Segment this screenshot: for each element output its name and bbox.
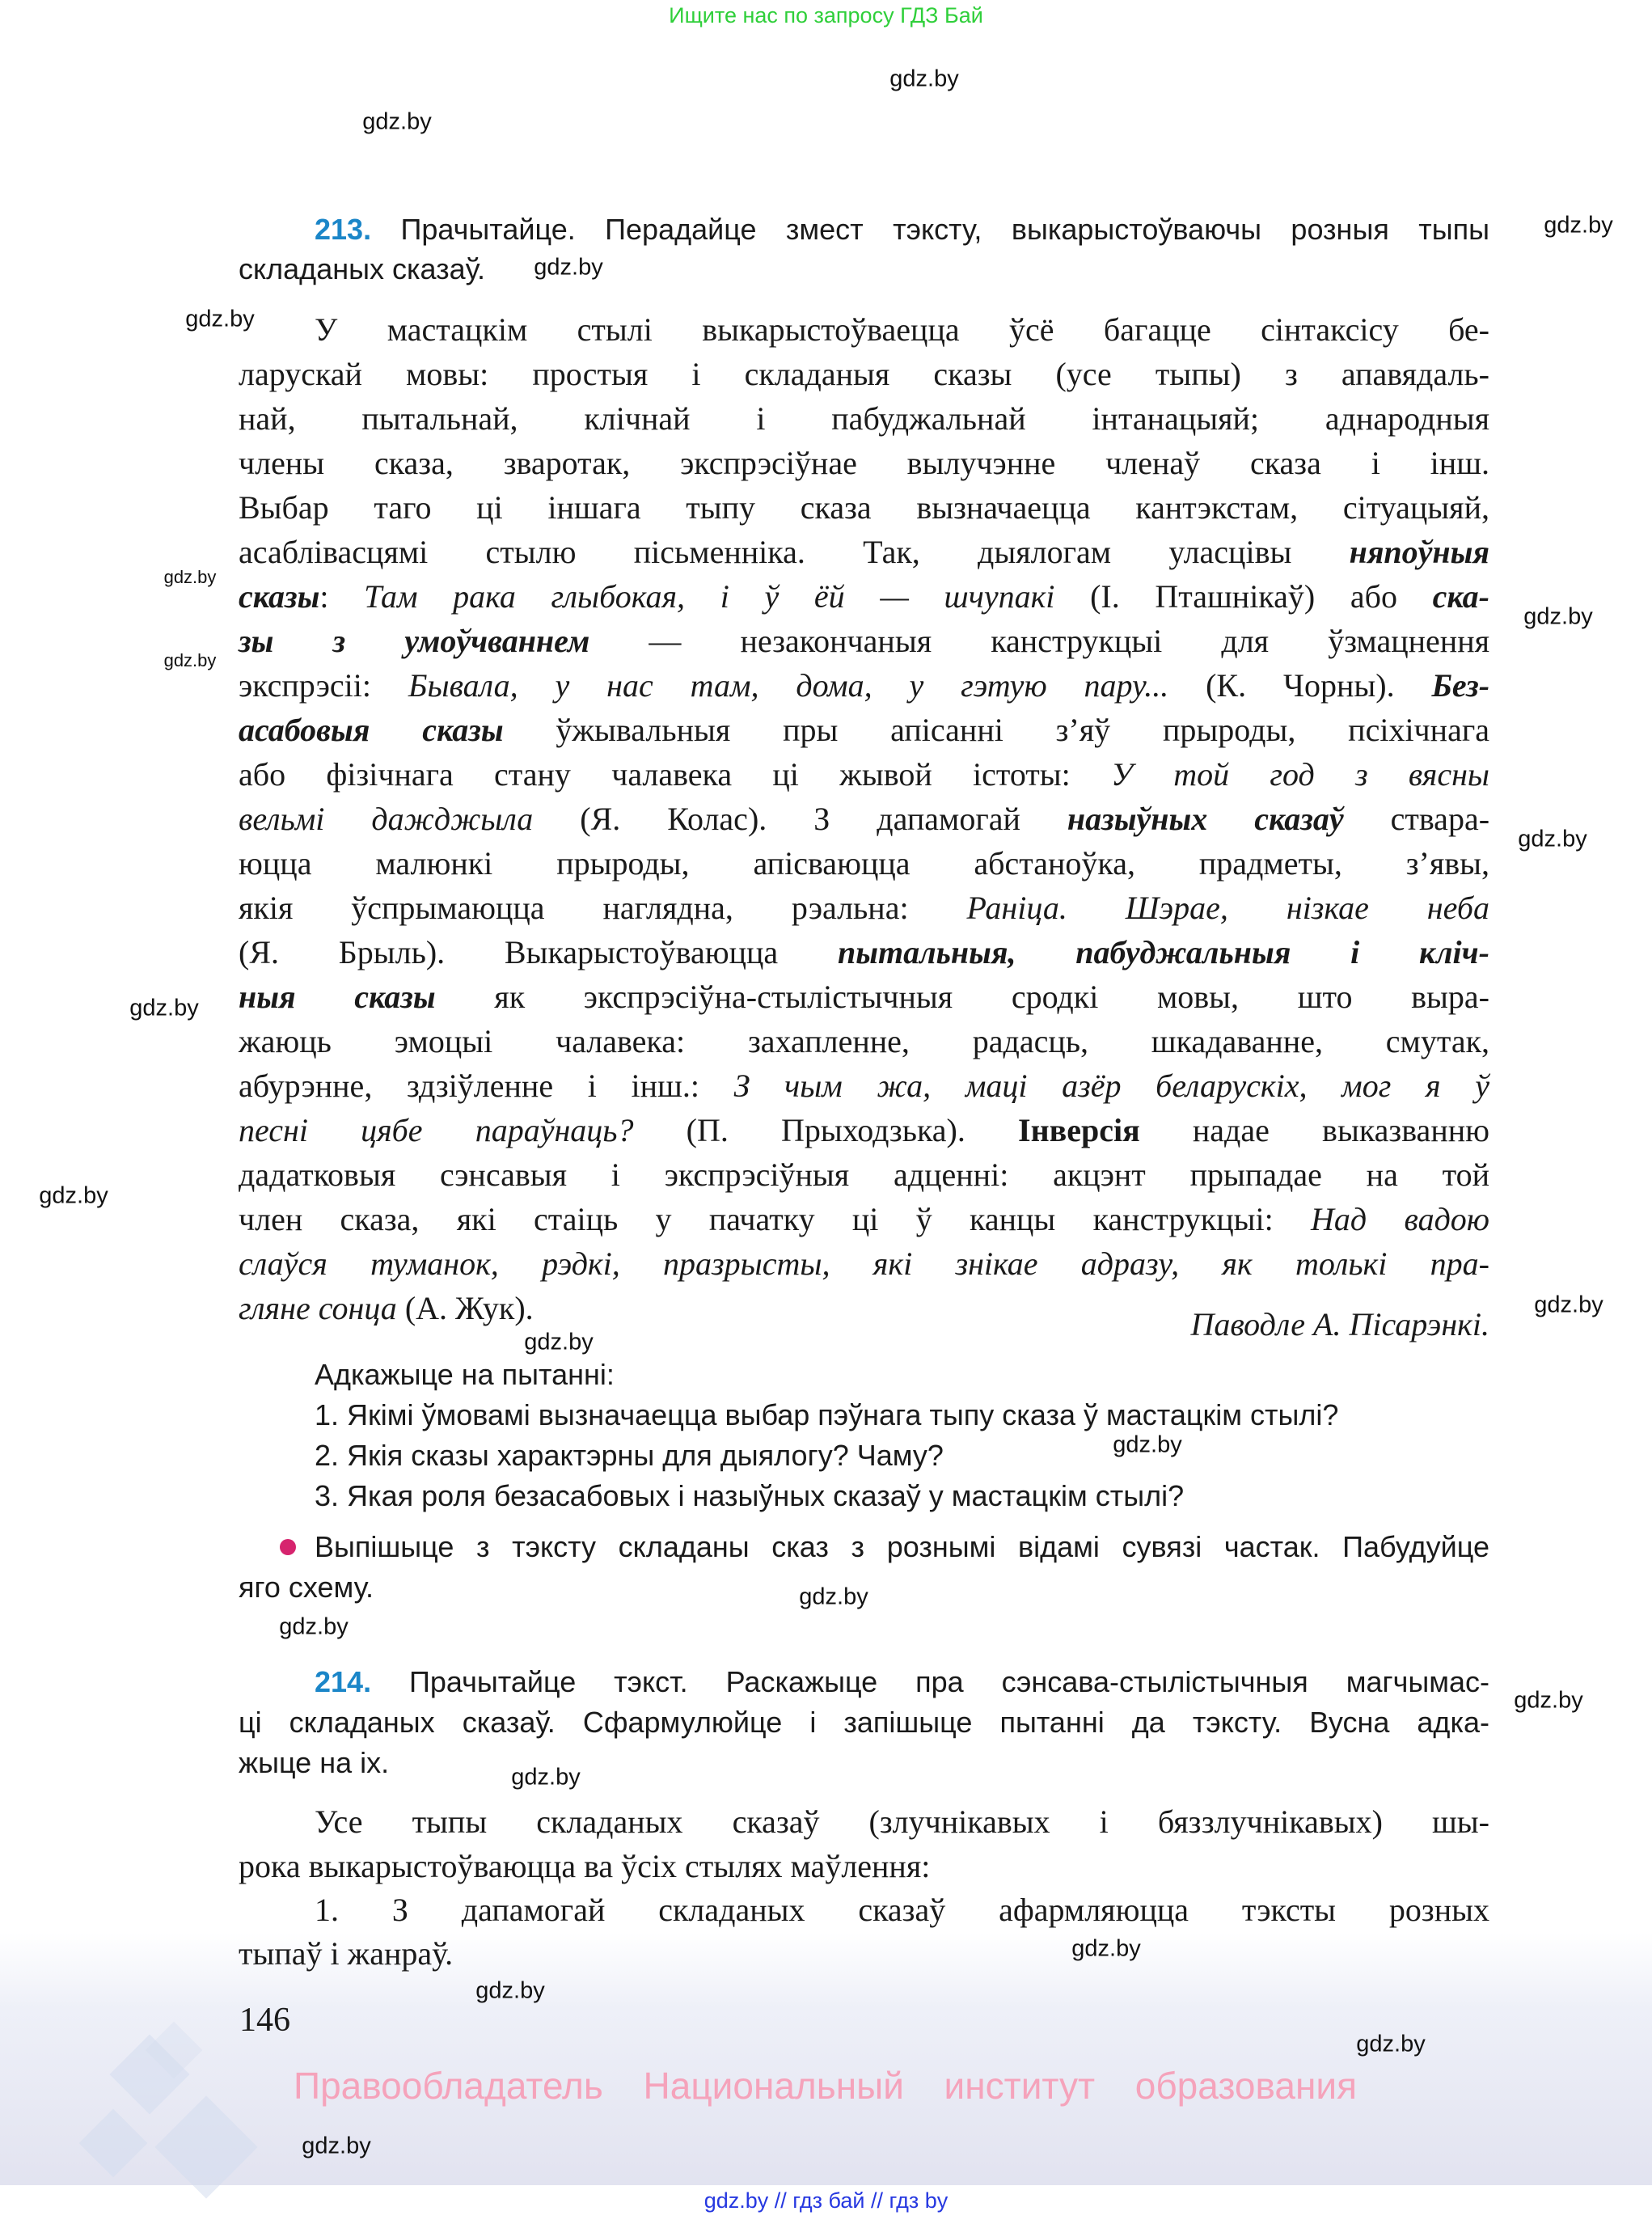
text-segment: песні цябе параўнаць? [239,1112,634,1148]
text-segment: дадатковыя сэнсавыя і экспрэсіўныя адценні: акцэнт прыпадае на той [239,1156,1489,1193]
watermark: gdz.by [129,995,199,1021]
questions-heading: Адкажыце на пытанні: [315,1358,615,1391]
footer-links[interactable]: gdz.by // гдз бай // гдз by [703,2188,949,2213]
text-segment: Над вадою [1311,1201,1490,1237]
text-segment: рока выкарыстоўваюцца ва ўсіх стылях маўлення: [239,1848,931,1884]
bullet-task: Выпішыце з тэксту складаны сказ з рознымі відамі сувязі частак. Пабудуйце [315,1530,1489,1563]
text-segment: 1. З дапамогай складаных сказаў афармляюцца тэксты розных [315,1892,1489,1928]
text-segment: юцца малюнкі прыроды, апісваюцца абстаноўка, прадметы, з’явы, [239,845,1489,882]
text-segment: або фізічнага стану чалавека ці жывой істоты: [239,756,1112,793]
text-segment: тыпаў і жанраў. [239,1935,454,1972]
text-segment: член сказа, які стаіць у пачатку ці ў канцы канструкцыі: [239,1201,1312,1237]
text-line [239,1197,1489,1241]
text-line [239,752,1489,797]
watermark: gdz.by [185,306,255,332]
text-line [239,708,1489,752]
text-segment: (П. Прыходзька). [633,1112,1019,1148]
text-segment: якія ўспрымаюцца наглядна, рэальна: [239,890,967,926]
text-segment: Там рака глыбокая, і ў ёй — шчупакі [364,578,1055,615]
watermark: gdz.by [362,108,432,135]
text-segment: (І. Пташнікаў) або [1054,578,1433,615]
text-segment: асабовыя сказы [239,712,504,748]
text-segment: — незакончаныя канструкцыі для ўзмацнення [589,623,1490,659]
exercise-number: 214. [315,1665,372,1698]
text-line [239,975,1489,1019]
watermark: gdz.by [524,1329,594,1355]
text-line [239,1241,1489,1286]
text-segment: : [319,578,365,615]
text-line [239,797,1489,841]
page-number: 146 [239,2002,290,2039]
text-segment: члены сказа, зваротак, экспрэсіўнае вылучэнне членаў сказа і інш. [239,445,1489,481]
text-segment: Інверсія [1018,1112,1140,1148]
watermark: gdz.by [163,650,217,670]
text-line [239,1063,1489,1108]
text-segment: най, пытальнай, клічнай і пабуджальнай інтанацыяй; аднародныя [239,400,1489,437]
text-segment: (Я. Брыль). Выкарыстоўваюцца [239,934,838,970]
text-segment: назыўных сказаў [1067,801,1344,837]
text-segment: гляне сонца [239,1290,397,1326]
text-segment: абурэнне, здзіўленне і інш.: [239,1068,734,1104]
watermark: gdz.by [1523,603,1593,630]
attribution: Паводле А. Пісарэнкі. [1190,1306,1489,1342]
text-segment: пытальныя, пабуджальныя і кліч- [837,934,1489,970]
text-segment: Раніца. Шэрае, нізкае неба [966,890,1489,926]
text-segment: экспрэсіі: [239,667,408,704]
bullet-task-cont: яго схему. [239,1571,374,1604]
watermark: gdz.by [39,1182,108,1209]
text-segment: ларускай мовы: простыя і складаныя сказы (усе тыпы) з апавядаль- [239,356,1489,392]
watermark: gdz.by [163,567,217,587]
text-segment: У мастацкім стылі выкарыстоўваецца ўсё багацце сінтаксісу бе- [315,311,1489,348]
watermark: gdz.by [279,1613,349,1640]
watermark: gdz.by [534,254,603,281]
text-line [239,619,1489,663]
watermark: gdz.by [799,1583,868,1610]
question-item: 3. Якая роля безасабовых і назыўных сказаў у мастацкім стылі? [315,1479,1185,1512]
exercise-213-task [315,209,1489,250]
watermark: gdz.by [1514,1687,1583,1714]
watermark: gdz.by [1356,2031,1426,2057]
text-line [239,1844,1489,1888]
text-segment: як экспрэсіўна-стылістычныя сродкі мовы, што выра- [435,979,1489,1015]
text-segment: ўжывальныя пры апісанні з’яў прыроды, псіхічнага [503,712,1489,748]
text-segment: вельмі дажджыла [239,801,534,837]
text-line [239,886,1489,930]
text-segment: Выбар таго ці іншага тыпу сказа вызначаецца кантэкстам, сітуацыяй, [239,489,1489,526]
text-line [239,663,1489,708]
text-segment: сказы [239,578,320,615]
exercise-214-task-cont: ці складаных сказаў. Сфармулюйце і запішыце пытанні да тэксту. Вусна адка- [239,1706,1489,1739]
text-segment: асаблівасцямі стылю пісьменніка. Так, дыялогам уласцівы [239,534,1350,570]
text-line [239,1019,1489,1063]
exercise-214-task [315,1662,1489,1702]
search-banner[interactable]: Ищите нас по запросу ГДЗ Бай [669,3,983,27]
text-segment: (Я. Колас). З дапамогай [533,801,1067,837]
watermark: gdz.by [1071,1935,1141,1962]
text-line [239,485,1489,530]
text-segment: Усе тыпы складаных сказаў (злучнікавых і бяззлучнікавых) шы- [315,1803,1489,1840]
copyright-owner: Правообладатель Национальный институт образования [294,2065,1357,2107]
text-line [239,1152,1489,1197]
text-segment: ствара- [1343,801,1490,837]
watermark: gdz.by [889,66,959,92]
text-line [239,441,1489,485]
text-segment: зы з умоўчваннем [239,623,590,659]
watermark: gdz.by [1544,212,1613,239]
text-line [239,841,1489,886]
text-segment: У той год з вясны [1111,756,1490,793]
text-segment: (К. Чорны). [1168,667,1432,704]
exercise-214-task-cont: жыце на іх. [239,1746,390,1779]
exercise-213-task-cont: складаных сказаў. [239,252,486,285]
text-segment: ска- [1432,578,1489,615]
watermark: gdz.by [1113,1431,1182,1458]
text-line [239,530,1489,574]
text-segment: надае выказванню [1139,1112,1490,1148]
text-segment: слаўся туманок, рэдкі, празрысты, які знікае адразу, як толькі пра- [239,1245,1489,1282]
text-line [239,574,1489,619]
decor-diamond [154,2095,257,2198]
text-segment: жаюць эмоцыі чалавека: захапленне, радасць, шкадаванне, смутак, [239,1023,1489,1059]
task-text: Прачытайце тэкст. Раскажыце пра сэнсава-стылістычныя магчымас- [409,1665,1489,1698]
watermark: gdz.by [1534,1292,1603,1318]
text-segment: (А. Жук). [396,1290,534,1326]
exercise-number: 213. [315,213,372,246]
text-line [315,1799,1489,1844]
watermark: gdz.by [302,2133,371,2159]
task-text: Прачытайце. Перадайце змест тэксту, выкарыстоўваючы розныя тыпы [400,213,1489,246]
question-item: 1. Якімі ўмовамі вызначаецца выбар пэўнага тыпу сказа ў мастацкім стылі? [315,1398,1339,1431]
watermark: gdz.by [511,1764,581,1791]
text-line [315,1888,1489,1932]
text-segment: Без- [1431,667,1490,704]
text-line [239,1108,1489,1152]
watermark: gdz.by [475,1977,545,2004]
watermark: gdz.by [1518,826,1587,852]
text-segment: няпоўныя [1349,534,1489,570]
text-line [239,396,1489,441]
decor-diamond [79,2109,148,2178]
text-line [315,307,1489,352]
bullet-icon [280,1539,296,1555]
text-segment: ныя сказы [239,979,436,1015]
text-segment: З чым жа, мацi азёр беларускіх, мог я ў [733,1068,1489,1104]
text-segment: Бывала, у нас там, дома, у гэтую пару... [408,667,1169,704]
question-item: 2. Якія сказы характэрны для дыялогу? Чаму? [315,1439,944,1472]
text-line [239,352,1489,396]
text-line [239,1931,1489,1976]
text-line [239,930,1489,975]
